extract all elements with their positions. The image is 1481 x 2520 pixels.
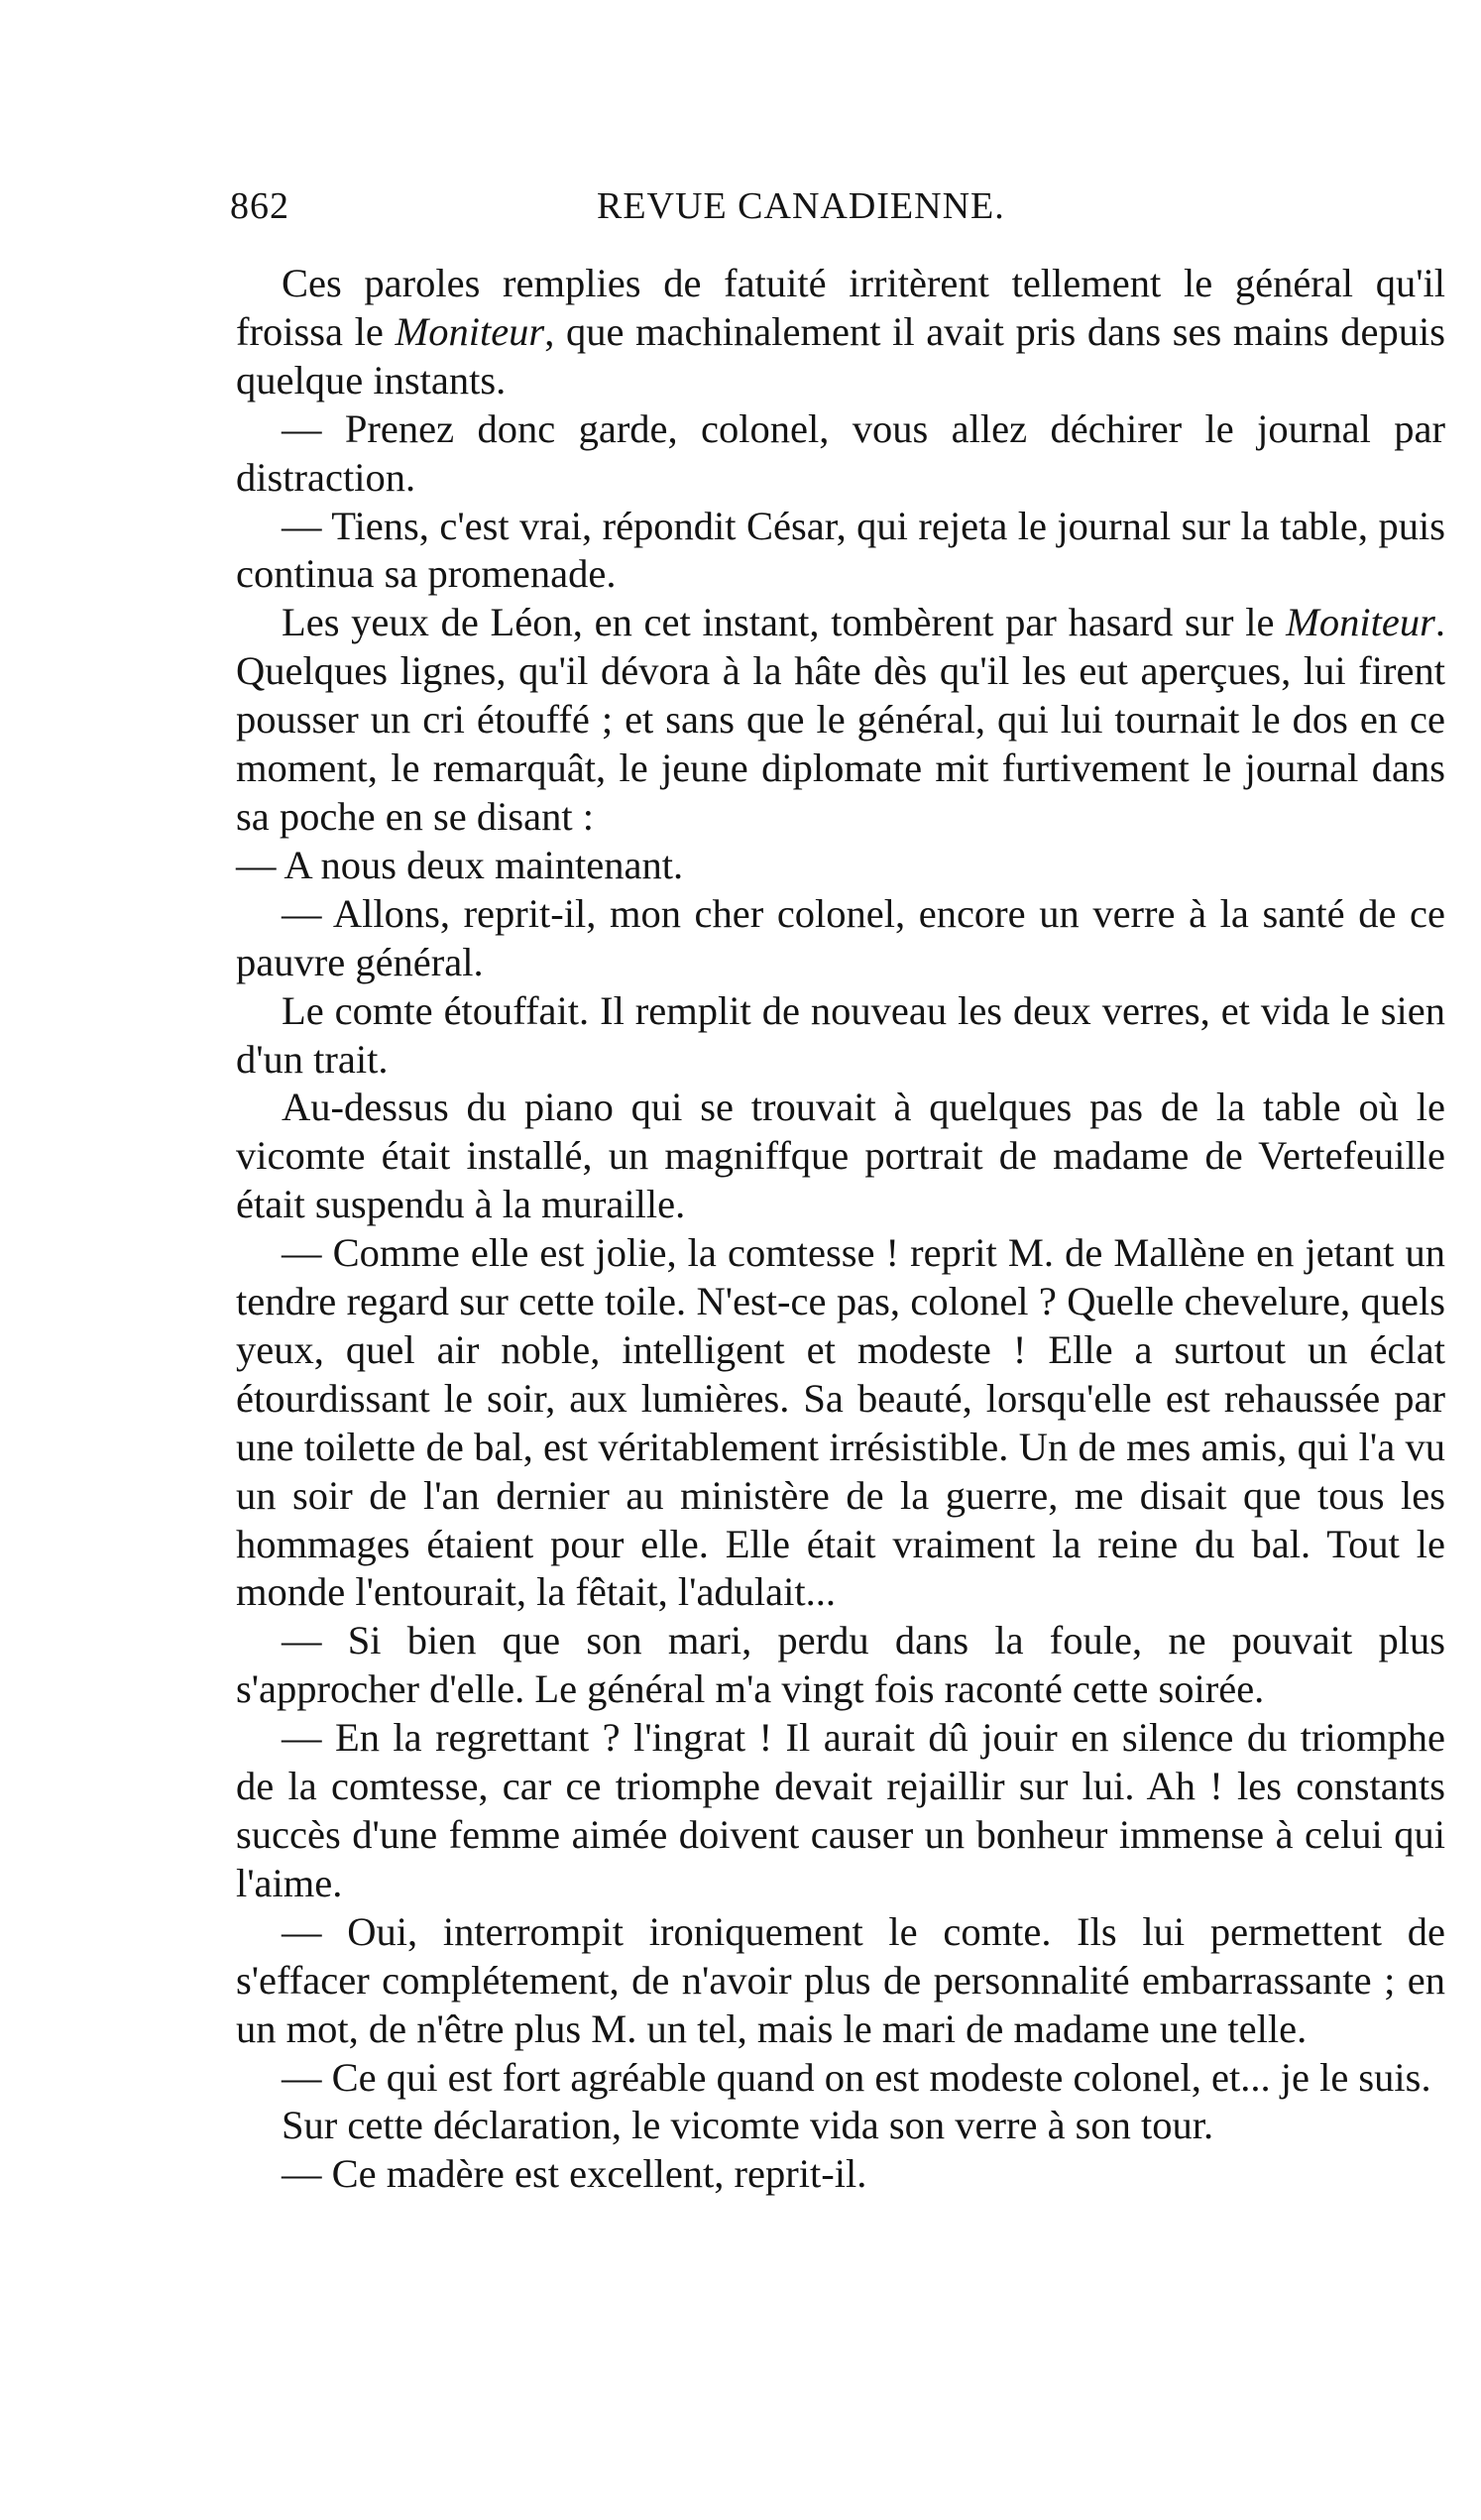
paragraph: — Ce qui est fort agréable quand on est modeste colonel, et... je le suis. — [282, 2054, 1431, 2100]
paragraph: Le comte étouffait. Il remplit de nouveau les deux verres, et vida le sien d'un trait. — [236, 987, 1445, 1082]
paragraph: Les yeux de Léon, en cet instant, tombèrent par hasard sur le Moniteur. Quelques lignes, qu'il dévora à la hâte dès qu'il les eut aperçues, lui firent pousser un cri étouffé ; et sans que le général, qui lui tournait le dos en ce moment, le remarquât, le jeune diplomate mit furtivement le journal dans sa poche en se disant : — [236, 600, 1445, 839]
newspaper-title: Moniteur — [1286, 600, 1435, 645]
paragraph: Sur cette déclaration, le vicomte vida son verre à son tour. — [282, 2103, 1214, 2148]
paragraph: — Si bien que son mari, perdu dans la foule, ne pouvait plus s'approcher d'elle. Le général m'a vingt fois raconté cette soirée. — [236, 1618, 1445, 1712]
paragraph: Au-dessus du piano qui se trouvait à quelques pas de la table où le vicomte était installé, un magniffque portrait de madame de Vertefeuille était suspendu à la muraille. — [236, 1085, 1445, 1227]
paragraph: — Prenez donc garde, colonel, vous allez déchirer le journal par distraction. — [236, 405, 1445, 500]
running-title: REVUE CANADIENNE. — [597, 185, 1005, 227]
paragraph: — Ce madère est excellent, reprit-il. — [282, 2151, 867, 2197]
paragraph: Ces paroles remplies de fatuité irritèrent tellement le général qu'il froissa le Moniteur, que machinalement il avait pris dans ses mains depuis quelque instants. — [236, 261, 1446, 402]
newspaper-title: Moniteur — [395, 308, 545, 354]
paragraph: — Comme elle est jolie, la comtesse ! reprit M. de Mallène en jetant un tendre regard sur cette toile. N'est-ce pas, colonel ? Quelle chevelure, quels yeux, quel air noble, intelligent et modeste ! Elle a surtout un éclat étourdissant le soir, aux lumières. Sa beauté, lorsqu'elle est rehaussée par une toilette de bal, est véritablement irrésistible. Un de mes amis, qui l'a vu un soir de l'an dernier au ministère de la guerre, me disait que tous les hommages étaient pour elle. Elle était vraiment la reine du bal. Tout le monde l'entourait, la fêtait, l'adulait... — [236, 1230, 1445, 1615]
paragraph: — En la regrettant ? l'ingrat ! Il aurait dû jouir en silence du triomphe de la comtesse, car ce triomphe devait rejaillir sur lui. Ah ! les constants succès d'une femme aimée doivent causer un bonheur immense à celui qui l'aime. — [236, 1715, 1445, 1905]
body-text — [236, 260, 1445, 2199]
paragraph: — A nous deux maintenant. — [236, 842, 684, 887]
paragraph: — Allons, reprit-il, mon cher colonel, encore un verre à la santé de ce pauvre général. — [236, 890, 1445, 984]
page-header — [230, 184, 1122, 234]
paragraph: — Tiens, c'est vrai, répondit César, qui rejeta le journal sur la table, puis continua sa promenade. — [236, 503, 1445, 597]
paragraph: — Oui, interrompit ironiquement le comte. Ils lui permettent de s'effacer complétement, de n'avoir plus de personnalité embarrassante ; en un mot, de n'être plus M. un tel, mais le mari de madame une telle. — [236, 1908, 1445, 2051]
page-number: 862 — [230, 185, 289, 227]
